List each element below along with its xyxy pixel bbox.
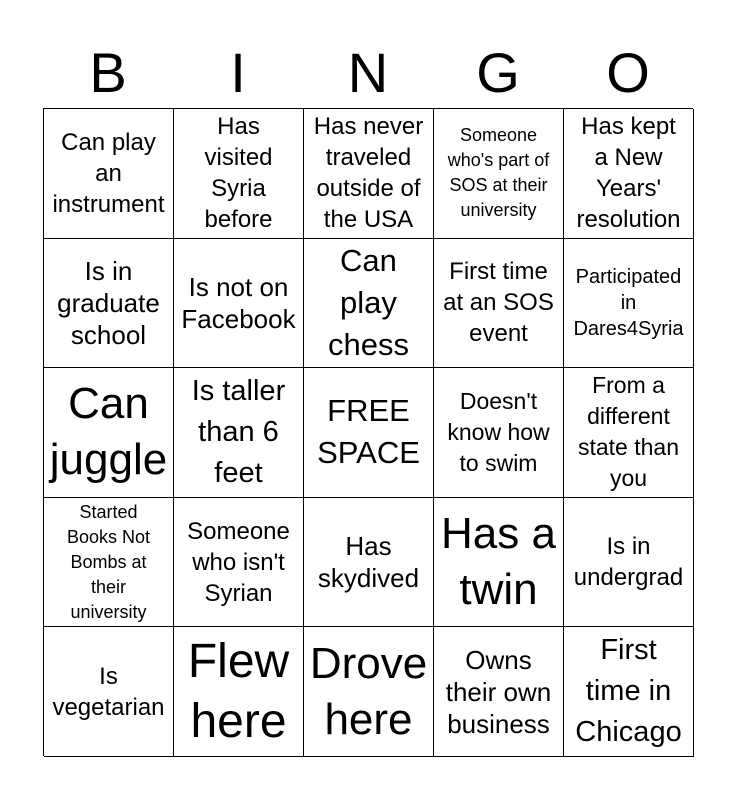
cell-label: First time in Chicago xyxy=(575,634,682,749)
header-letter-i: I xyxy=(230,41,246,104)
header-letter-n: N xyxy=(347,41,389,104)
bingo-cell-r4-c5[interactable] xyxy=(564,498,694,628)
bingo-cell-r4-c4[interactable] xyxy=(434,498,564,628)
bingo-cell-r4-c3[interactable] xyxy=(304,498,434,628)
bingo-cell-r5-c5[interactable] xyxy=(564,627,694,757)
cell-label: Flew here xyxy=(187,634,290,748)
cell-label: Has skydived xyxy=(317,531,420,594)
cell-label: Someone who isn't Syrian xyxy=(187,517,290,607)
cell-label: From a different state than you xyxy=(577,372,680,492)
cell-label: Is taller than 6 feet xyxy=(191,374,286,489)
cell-label: Can juggle xyxy=(49,379,168,485)
bingo-cell-r5-c3[interactable] xyxy=(304,627,434,757)
bingo-cell-r1-c1[interactable] xyxy=(44,109,174,239)
bingo-cell-r2-c3[interactable] xyxy=(304,239,434,369)
bingo-cell-r2-c1[interactable] xyxy=(44,239,174,369)
bingo-cell-r2-c5[interactable] xyxy=(564,239,694,369)
bingo-cell-r5-c2[interactable] xyxy=(174,627,304,757)
bingo-cell-r3-c4[interactable] xyxy=(434,368,564,498)
bingo-cell-r3-c3[interactable] xyxy=(304,368,434,498)
cell-label: Has visited Syria before xyxy=(204,113,273,234)
cell-label: Has a twin xyxy=(441,509,556,615)
bingo-cell-r1-c4[interactable] xyxy=(434,109,564,239)
bingo-cell-r1-c3[interactable] xyxy=(304,109,434,239)
cell-label: Is vegetarian xyxy=(52,662,165,721)
bingo-cell-r5-c4[interactable] xyxy=(434,627,564,757)
cell-label: Started Books Not Bombs at their university xyxy=(66,501,151,622)
cell-label: Has never traveled outside of the USA xyxy=(313,113,424,234)
bingo-cell-r3-c5[interactable] xyxy=(564,368,694,498)
cell-label: Can play an instrument xyxy=(52,128,165,218)
bingo-cell-r5-c1[interactable] xyxy=(44,627,174,757)
cell-label: Can play chess xyxy=(328,242,409,362)
header-letter-g: G xyxy=(476,41,520,104)
cell-label: First time at an SOS event xyxy=(443,258,554,348)
bingo-cell-r3-c2[interactable] xyxy=(174,368,304,498)
header-letter-b: B xyxy=(89,41,127,104)
cell-label: Participated in Dares4Syria xyxy=(573,265,684,340)
bingo-cell-r2-c4[interactable] xyxy=(434,239,564,369)
cell-label: Someone who's part of SOS at their university xyxy=(447,125,550,221)
cell-label: Has kept a New Years' resolution xyxy=(576,113,681,234)
cell-label: Is in graduate school xyxy=(57,255,160,350)
cell-label: Owns their own business xyxy=(445,644,552,739)
bingo-cell-r3-c1[interactable] xyxy=(44,368,174,498)
bingo-cell-r1-c2[interactable] xyxy=(174,109,304,239)
bingo-card-grid xyxy=(43,108,693,756)
cell-label: Drove here xyxy=(309,638,428,744)
bingo-header xyxy=(43,40,693,106)
cell-label: Doesn't know how to swim xyxy=(447,387,550,476)
bingo-cell-r4-c2[interactable] xyxy=(174,498,304,628)
cell-label: FREE SPACE xyxy=(317,393,420,471)
cell-label: Is not on Facebook xyxy=(181,271,296,334)
bingo-cell-r2-c2[interactable] xyxy=(174,239,304,369)
bingo-cell-r4-c1[interactable] xyxy=(44,498,174,628)
bingo-cell-r1-c5[interactable] xyxy=(564,109,694,239)
cell-label: Is in undergrad xyxy=(573,533,684,592)
header-letter-o: O xyxy=(606,41,650,104)
